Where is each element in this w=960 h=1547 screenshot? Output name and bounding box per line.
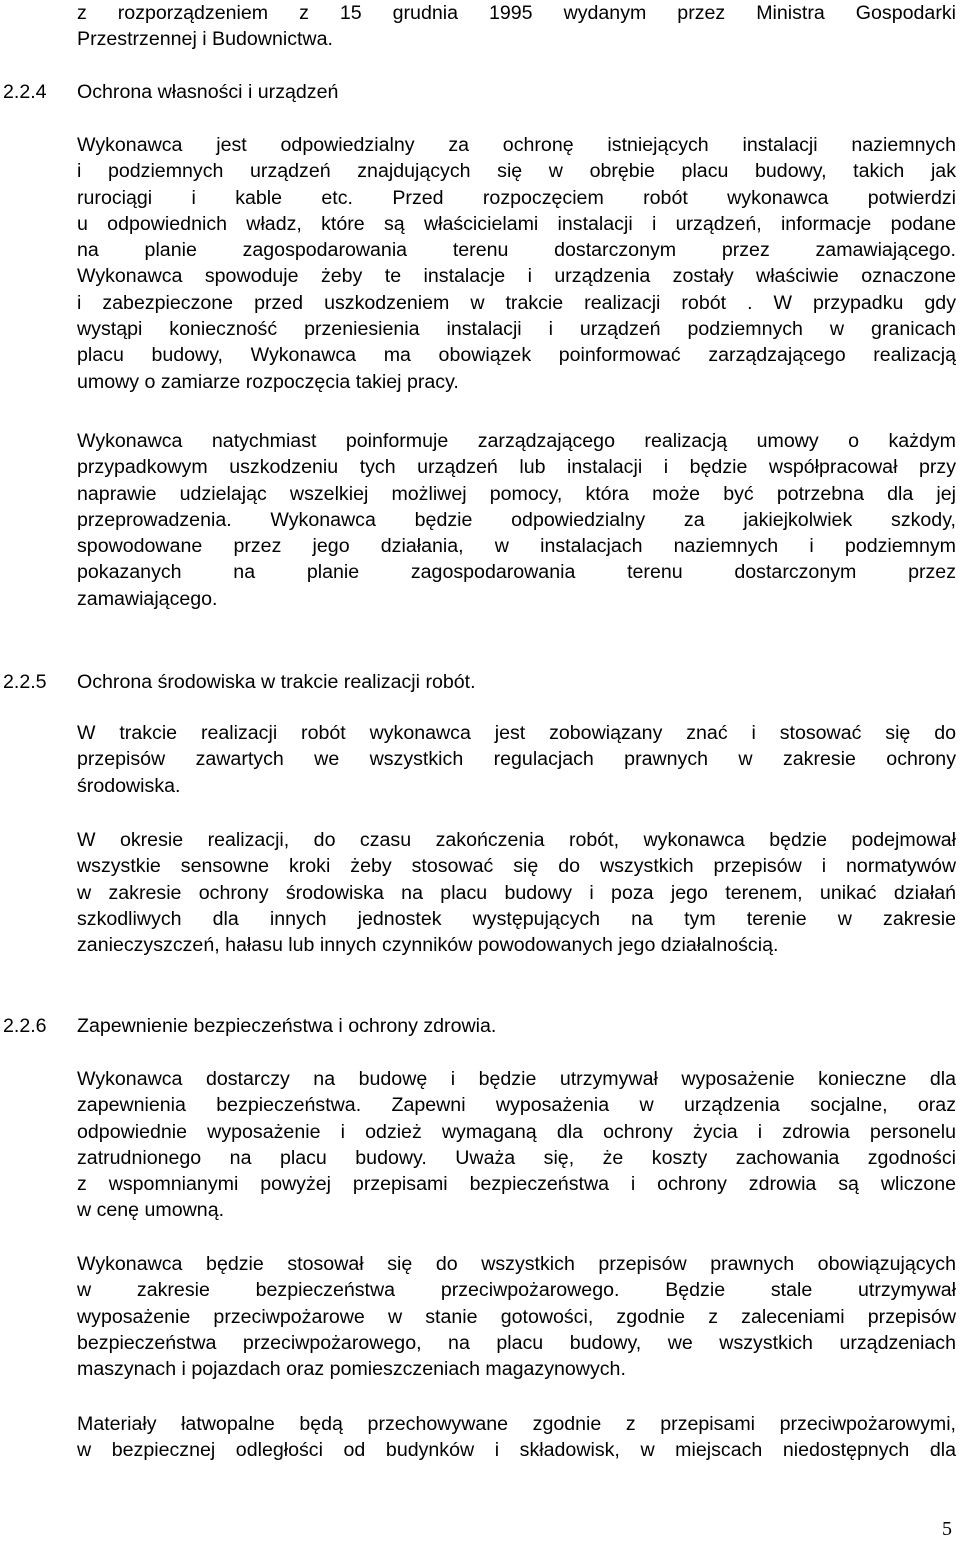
text-line: placu budowy, Wykonawca ma obowiązek poinformować zarządzającego realizacją: [77, 344, 956, 367]
paragraph: [77, 132, 956, 395]
text-line: w bezpiecznej odległości od budynków i składowisk, w miejscach niedostępnych dla: [77, 1439, 956, 1462]
text-line: i podziemnych urządzeń znajdujących się w obrębie placu budowy, takich jak: [77, 160, 956, 183]
page-number: 5: [942, 1518, 952, 1540]
intro-paragraph: [77, 0, 956, 53]
paragraph: [77, 1411, 956, 1464]
text-line: zamawiającego.: [77, 587, 218, 610]
text-line: wystąpi konieczność przeniesienia instalacji i urządzeń podziemnych w granicach: [77, 318, 956, 341]
text-line: na planie zagospodarowania terenu dostarczonym przez zamawiającego.: [77, 239, 956, 262]
text-line: szkodliwych dla innych jednostek występujących na tym terenie w zakresie: [77, 907, 956, 930]
text-line: Materiały łatwopalne będą przechowywane zgodnie z przepisami przeciwpożarowymi,: [77, 1413, 956, 1435]
paragraph: [77, 827, 956, 958]
text-line: Wykonawca spowoduje żeby te instalacje i urządzenia zostały właściwie oznaczone: [77, 265, 956, 288]
section-number: 2.2.5: [3, 671, 47, 693]
text-line: odpowiednie wyposażenie i odzież wymaganą dla ochrony życia i zdrowia personelu: [77, 1120, 956, 1143]
text-line: Wykonawca natychmiast poinformuje zarządzającego realizacją umowy o każdym: [77, 430, 956, 452]
paragraph: [77, 1066, 956, 1224]
text-line: zatrudnionego na placu budowy. Uważa się, że koszty zachowania zgodności: [77, 1146, 956, 1169]
text-line: spowodowane przez jego działania, w instalacjach naziemnych i podziemnym: [77, 535, 956, 558]
section-heading-2-2-5: [3, 669, 903, 695]
text-line: z rozporządzeniem z 15 grudnia 1995 wydanym przez Ministra Gospodarki: [77, 2, 956, 24]
text-line: W okresie realizacji, do czasu zakończenia robót, wykonawca będzie podejmował: [77, 829, 956, 851]
text-line: zapewnienia bezpieczeństwa. Zapewni wyposażenia w urządzenia socjalne, oraz: [77, 1094, 956, 1117]
section-title: Zapewnienie bezpieczeństwa i ochrony zdrowia.: [77, 1015, 497, 1037]
text-line: przypadkowym uszkodzeniu tych urządzeń lub instalacji i będzie współpracował przy: [77, 456, 956, 479]
text-line: zanieczyszczeń, hałasu lub innych czynników powodowanych jego działalnością.: [77, 934, 779, 957]
text-line: rurociągi i kable etc. Przed rozpoczęciem robót wykonawca potwierdzi: [77, 186, 956, 209]
text-line: przeprowadzenia. Wykonawca będzie odpowiedzialny za jakiejkolwiek szkody,: [77, 508, 956, 531]
section-title: Ochrona środowiska w trakcie realizacji robót.: [77, 671, 476, 693]
text-line: umowy o zamiarze rozpoczęcia takiej pracy.: [77, 370, 459, 393]
section-heading-2-2-6: [3, 1013, 903, 1039]
text-line: z wspomnianymi powyżej przepisami bezpieczeństwa i ochrony zdrowia są wliczone: [77, 1173, 956, 1196]
text-line: W trakcie realizacji robót wykonawca jest zobowiązany znać i stosować się do: [77, 722, 956, 744]
text-line: wszystkie sensowne kroki żeby stosować się do wszystkich przepisów i normatywów: [77, 855, 956, 878]
paragraph: [77, 1251, 956, 1382]
paragraph: [77, 720, 956, 799]
text-line: przepisów zawartych we wszystkich regulacjach prawnych w zakresie ochrony: [77, 748, 956, 771]
text-line: środowiska.: [77, 774, 181, 797]
section-title: Ochrona własności i urządzeń: [77, 81, 339, 103]
text-line: wyposażenie przeciwpożarowe w stanie gotowości, zgodnie z zaleceniami przepisów: [77, 1305, 956, 1328]
text-line: Wykonawca dostarczy na budowę i będzie utrzymywał wyposażenie konieczne dla: [77, 1068, 956, 1090]
section-heading-2-2-4: [3, 79, 903, 105]
text-line: u odpowiednich władz, które są właścicielami instalacji i urządzeń, informacje podane: [77, 212, 956, 235]
text-line: maszynach i pojazdach oraz pomieszczeniach magazynowych.: [77, 1358, 626, 1381]
section-number: 2.2.4: [3, 81, 47, 103]
text-line: Wykonawca będzie stosował się do wszystkich przepisów prawnych obowiązujących: [77, 1253, 956, 1275]
text-line: pokazanych na planie zagospodarowania terenu dostarczonym przez: [77, 561, 956, 584]
text-line: Przestrzennej i Budownictwa.: [77, 28, 333, 51]
text-line: bezpieczeństwa przeciwpożarowego, na placu budowy, we wszystkich urządzeniach: [77, 1331, 956, 1354]
text-line: w zakresie bezpieczeństwa przeciwpożarowego. Będzie stale utrzymywał: [77, 1279, 956, 1302]
text-line: w cenę umowną.: [77, 1199, 225, 1222]
text-line: i zabezpieczone przed uszkodzeniem w trakcie realizacji robót . W przypadku gdy: [77, 291, 956, 314]
text-line: w zakresie ochrony środowiska na placu budowy i poza jego terenem, unikać działań: [77, 881, 956, 904]
text-line: Wykonawca jest odpowiedzialny za ochronę istniejących instalacji naziemnych: [77, 134, 956, 156]
paragraph: [77, 428, 956, 612]
section-number: 2.2.6: [3, 1015, 47, 1037]
text-line: naprawie udzielając wszelkiej możliwej pomocy, która może być potrzebna dla jej: [77, 482, 956, 505]
